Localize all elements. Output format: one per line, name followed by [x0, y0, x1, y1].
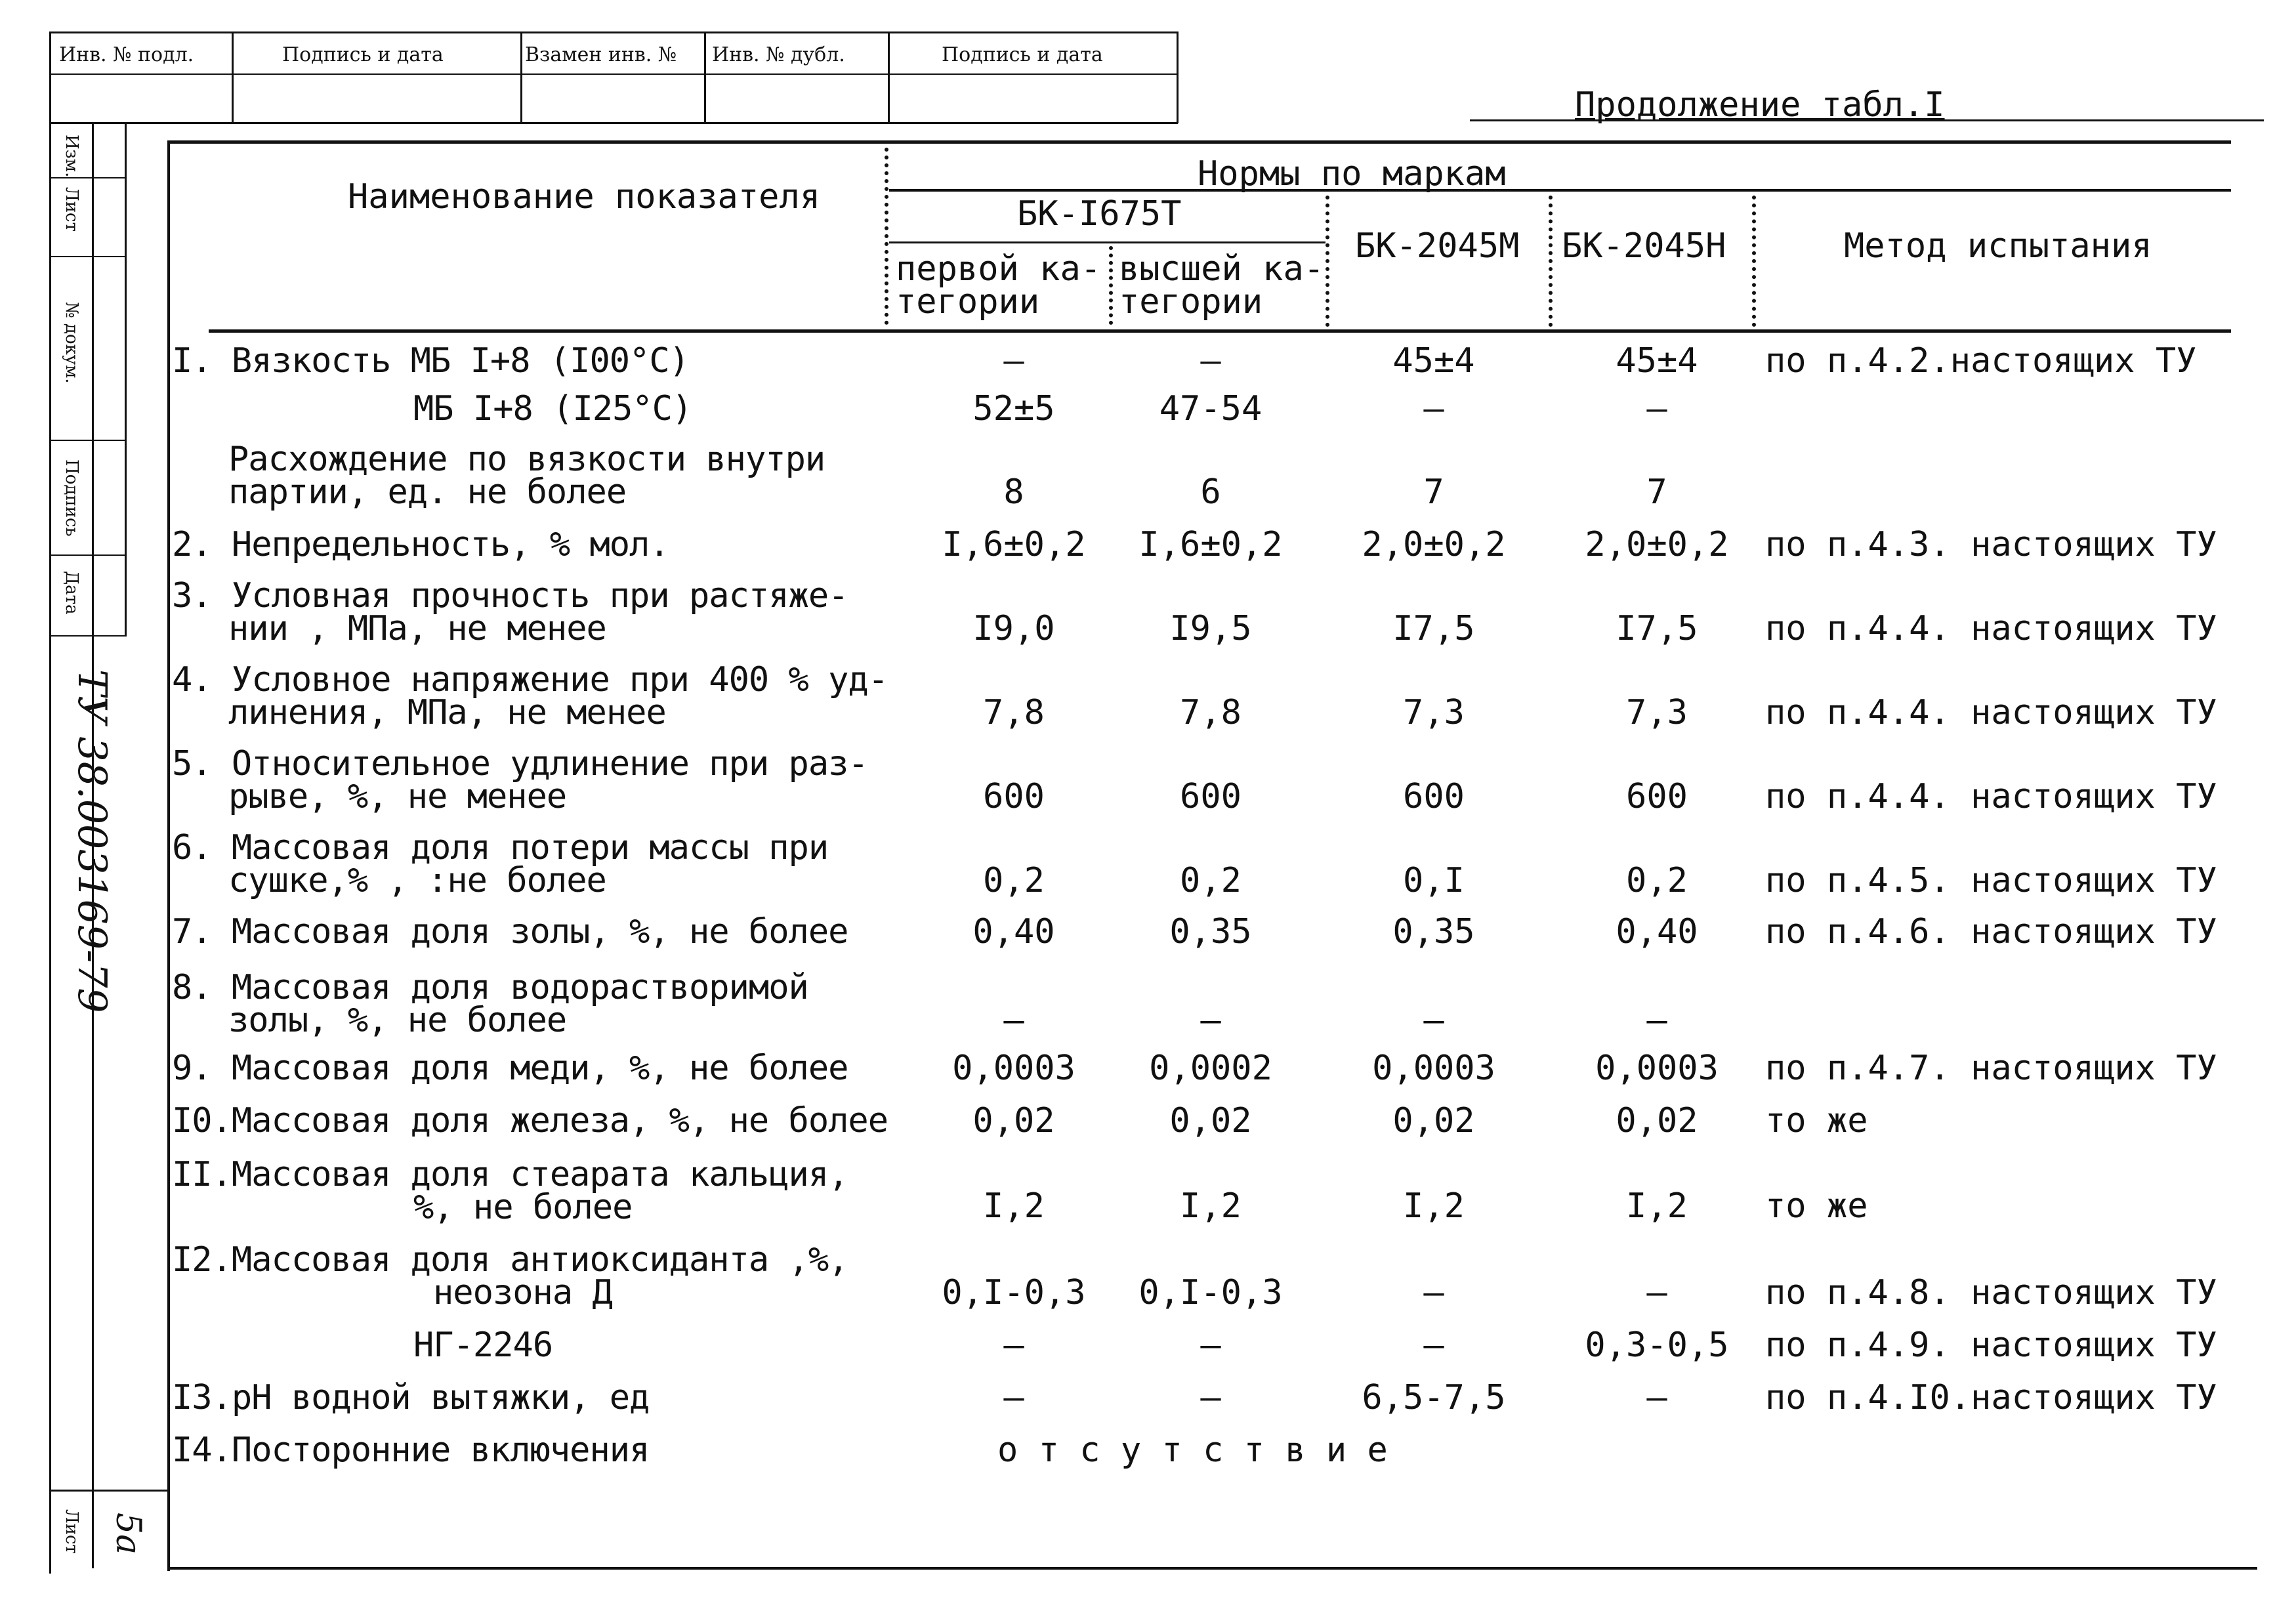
row-value-1-col4: 45±4 — [1616, 341, 1698, 381]
col-header-top-cat-2: тегории — [1119, 282, 1263, 322]
row-name-16: I3.рН водной вытяжки, ед — [172, 1378, 650, 1417]
row-name-6: 4. Условное напряжение при 400 % уд- — [172, 660, 888, 700]
sheet-number: 5а — [108, 1513, 148, 1555]
row-value-12-col4: 0,02 — [1616, 1101, 1698, 1140]
row-method-8: по п.4.5. настоящих ТУ — [1765, 861, 2217, 900]
stamp-cell-inv-orig: Инв. № подл. — [59, 43, 194, 66]
row-value-10-col1: – — [1003, 1001, 1024, 1040]
side-label-list: Лист — [62, 187, 81, 232]
row-value-2-col4: – — [1646, 389, 1667, 428]
row-name-13: II.Массовая доля стеарата кальция, — [172, 1155, 848, 1194]
row-name-3: Расхождение по вязкости внутри — [228, 440, 825, 479]
stamp-cell-replaced-inv: Взамен инв. № — [525, 43, 677, 66]
row-value-9-col1: 0,40 — [972, 912, 1055, 951]
col-header-grade-2045n: БК-2045Н — [1562, 226, 1726, 266]
row-method-14: по п.4.8. настоящих ТУ — [1765, 1273, 2217, 1312]
row-name-2: МБ I+8 (I25°С) — [413, 389, 692, 428]
row-value-11-col4: 0,0003 — [1595, 1049, 1719, 1088]
side-label-izm: Изм. — [62, 135, 81, 178]
stamp-cell-inv-dup: Инв. № дубл. — [712, 43, 845, 66]
row-value-1-col1: – — [1003, 341, 1024, 381]
row-value-13-col3: I,2 — [1403, 1186, 1465, 1226]
row-value-9-col3: 0,35 — [1392, 912, 1475, 951]
row-value-7-col2: 600 — [1180, 777, 1242, 816]
row-value-16-col1: – — [1003, 1378, 1024, 1417]
row-value-span: о т с у т с т в и е — [997, 1431, 1388, 1470]
row-value-13-col2: I,2 — [1180, 1186, 1242, 1226]
row-value-6-col1: 7,8 — [983, 693, 1045, 732]
row-method-1: по п.4.2.настоящих ТУ — [1765, 341, 2197, 381]
row-value-7-col3: 600 — [1403, 777, 1465, 816]
row-name-5-line2: нии , МПа, не менее — [228, 609, 606, 648]
row-value-8-col2: 0,2 — [1180, 861, 1242, 900]
row-value-2-col2: 47-54 — [1159, 389, 1263, 428]
row-name-8-line2: сушке,% , :не более — [228, 861, 606, 900]
row-name-14-line2: неозона Д — [433, 1273, 612, 1312]
row-value-8-col4: 0,2 — [1626, 861, 1688, 900]
row-name-7-line2: рыве, %, не менее — [228, 777, 567, 816]
row-name-13-line2: %, не более — [413, 1188, 633, 1227]
row-name-3-line2: партии, ед. не более — [228, 472, 627, 512]
continuation-caption: Продолжение табл.I — [1575, 85, 1945, 125]
row-value-14-col3: – — [1423, 1273, 1444, 1312]
row-value-2-col3: – — [1423, 389, 1444, 428]
row-value-16-col3: 6,5-7,5 — [1362, 1378, 1506, 1417]
row-name-8: 6. Массовая доля потери массы при — [172, 828, 829, 867]
row-value-3-col2: 6 — [1200, 472, 1221, 512]
row-method-5: по п.4.4. настоящих ТУ — [1765, 609, 2217, 648]
row-value-10-col3: – — [1423, 1001, 1444, 1040]
row-value-15-col2: – — [1200, 1326, 1221, 1365]
row-value-4-col1: I,6±0,2 — [942, 525, 1086, 564]
row-value-6-col4: 7,3 — [1626, 693, 1688, 732]
col-header-name: Наименование показателя — [348, 177, 821, 217]
row-value-14-col4: – — [1646, 1273, 1667, 1312]
row-method-7: по п.4.4. настоящих ТУ — [1765, 777, 2217, 816]
row-value-1-col3: 45±4 — [1392, 341, 1475, 381]
col-header-norms: Нормы по маркам — [1198, 154, 1506, 194]
row-name-4: 2. Непредельность, % мол. — [172, 525, 669, 564]
col-header-grade-1675t: БК-I675Т — [1017, 194, 1182, 234]
row-value-15-col4: 0,3-0,5 — [1585, 1326, 1729, 1365]
row-value-1-col2: – — [1200, 341, 1221, 381]
row-value-14-col1: 0,I-0,3 — [942, 1273, 1086, 1312]
row-name-14: I2.Массовая доля антиоксиданта ,%, — [172, 1240, 848, 1280]
row-value-10-col4: – — [1646, 1001, 1667, 1040]
side-label-date: Дата — [62, 571, 81, 615]
row-value-5-col4: I7,5 — [1616, 609, 1698, 648]
row-value-13-col4: I,2 — [1626, 1186, 1688, 1226]
row-value-11-col2: 0,0002 — [1149, 1049, 1272, 1088]
row-name-15: НГ-2246 — [413, 1326, 553, 1365]
sheet-label: Лист — [62, 1509, 81, 1554]
side-label-doc: № докум. — [62, 302, 81, 384]
row-value-3-col1: 8 — [1003, 472, 1024, 512]
stamp-cell-signature-date: Подпись и дата — [282, 43, 444, 66]
row-name-6-line2: линения, МПа, не менее — [228, 693, 666, 732]
col-header-method: Метод испытания — [1844, 226, 2152, 266]
row-value-6-col3: 7,3 — [1403, 693, 1465, 732]
row-value-12-col1: 0,02 — [972, 1101, 1055, 1140]
row-value-15-col1: – — [1003, 1326, 1024, 1365]
row-name-10-line2: золы, %, не более — [228, 1001, 567, 1040]
row-name-12: I0.Массовая доля железа, %, не более — [172, 1101, 888, 1140]
row-value-10-col2: – — [1200, 1001, 1221, 1040]
row-value-8-col3: 0,I — [1403, 861, 1465, 900]
side-label-signature: Подпись — [62, 459, 81, 537]
col-header-top-cat-1: высшей ка- — [1119, 249, 1325, 289]
row-name-5: 3. Условная прочность при растяже- — [172, 576, 848, 616]
row-value-16-col2: – — [1200, 1378, 1221, 1417]
row-value-6-col2: 7,8 — [1180, 693, 1242, 732]
row-value-7-col4: 600 — [1626, 777, 1688, 816]
row-value-5-col3: I7,5 — [1392, 609, 1475, 648]
row-value-4-col4: 2,0±0,2 — [1585, 525, 1729, 564]
row-value-9-col4: 0,40 — [1616, 912, 1698, 951]
row-method-12: то же — [1765, 1101, 1868, 1140]
row-method-16: по п.4.I0.настоящих ТУ — [1765, 1378, 2217, 1417]
row-value-5-col1: I9,0 — [972, 609, 1055, 648]
row-method-11: по п.4.7. настоящих ТУ — [1765, 1049, 2217, 1088]
row-value-9-col2: 0,35 — [1169, 912, 1252, 951]
row-method-13: то же — [1765, 1186, 1868, 1226]
row-name-1: I. Вязкость МБ I+8 (I00°С) — [172, 341, 689, 381]
row-value-15-col3: – — [1423, 1326, 1444, 1365]
row-value-14-col2: 0,I-0,3 — [1138, 1273, 1283, 1312]
row-value-11-col1: 0,0003 — [952, 1049, 1075, 1088]
row-value-12-col3: 0,02 — [1392, 1101, 1475, 1140]
row-method-6: по п.4.4. настоящих ТУ — [1765, 693, 2217, 732]
row-value-7-col1: 600 — [983, 777, 1045, 816]
row-name-11: 9. Массовая доля меди, %, не более — [172, 1049, 848, 1088]
row-name-9: 7. Массовая доля золы, %, не более — [172, 912, 848, 951]
col-header-first-cat-2: тегории — [896, 282, 1040, 322]
row-name-10: 8. Массовая доля водорастворимой — [172, 968, 808, 1007]
row-value-3-col3: 7 — [1423, 472, 1444, 512]
row-value-5-col2: I9,5 — [1169, 609, 1252, 648]
row-value-8-col1: 0,2 — [983, 861, 1045, 900]
row-name-7: 5. Относительное удлинение при раз- — [172, 744, 868, 784]
row-value-12-col2: 0,02 — [1169, 1101, 1252, 1140]
stamp-cell-signature-date-2: Подпись и дата — [942, 43, 1103, 66]
row-value-13-col1: I,2 — [983, 1186, 1045, 1226]
row-method-9: по п.4.6. настоящих ТУ — [1765, 912, 2217, 951]
doc-code-handwritten: ТУ 38.003169-79 — [69, 669, 115, 1013]
col-header-grade-2045m: БК-2045М — [1355, 226, 1520, 266]
row-value-11-col3: 0,0003 — [1372, 1049, 1495, 1088]
col-header-first-cat-1: первой ка- — [896, 249, 1102, 289]
row-value-3-col4: 7 — [1646, 472, 1667, 512]
row-value-4-col3: 2,0±0,2 — [1362, 525, 1506, 564]
row-value-2-col1: 52±5 — [972, 389, 1055, 428]
row-value-4-col2: I,6±0,2 — [1138, 525, 1283, 564]
row-value-16-col4: – — [1646, 1378, 1667, 1417]
row-method-15: по п.4.9. настоящих ТУ — [1765, 1326, 2217, 1365]
row-method-4: по п.4.3. настоящих ТУ — [1765, 525, 2217, 564]
row-name-17: I4.Посторонние включения — [172, 1431, 650, 1470]
